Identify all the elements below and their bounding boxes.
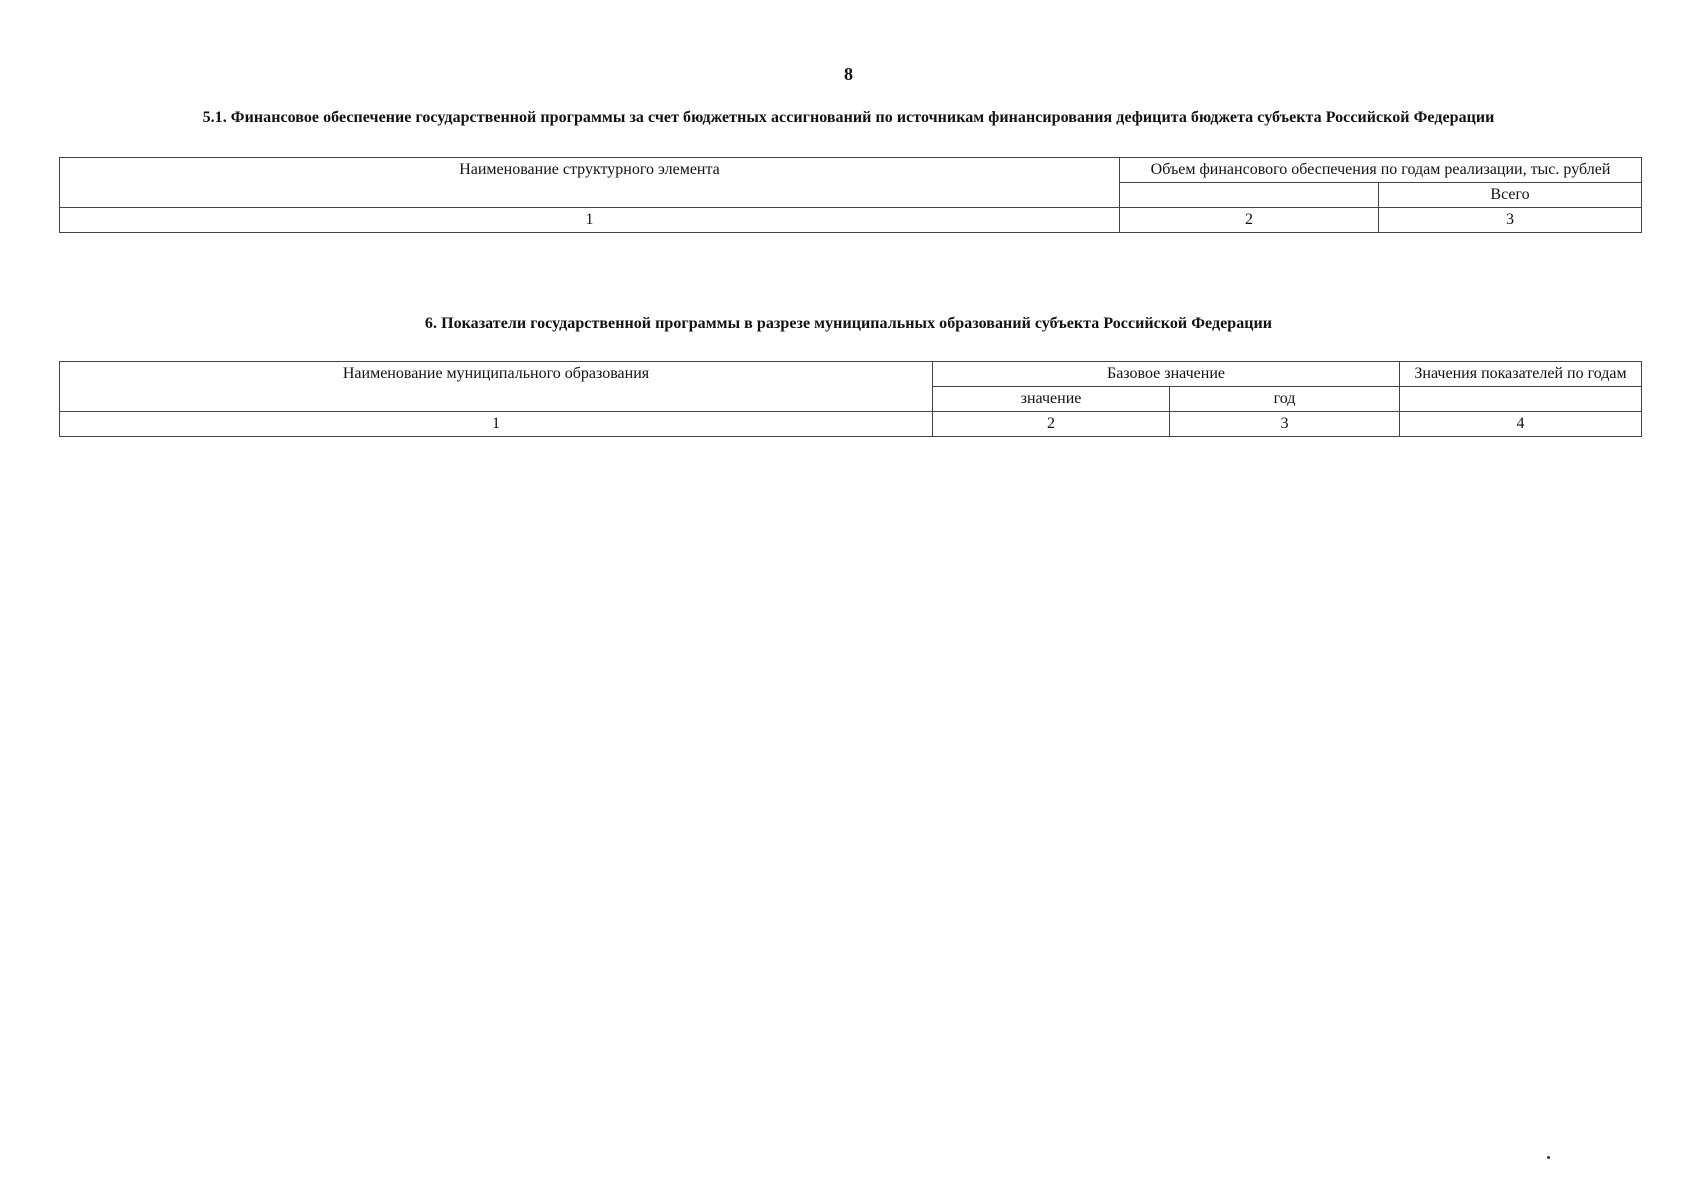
section-5-1-title: 5.1. Финансовое обеспечение государственной программы за счет бюджетных ассигнований по источникам финансирования дефицита бюджета субъекта Российской Федерации — [202, 109, 1495, 126]
indicators-table — [59, 361, 1642, 437]
structural-element-header: Наименование структурного элемента — [60, 158, 1120, 208]
year-header: год — [1170, 387, 1400, 412]
table-number-row — [60, 208, 1642, 233]
column-number: 4 — [1400, 412, 1642, 437]
year-header-empty — [1400, 387, 1642, 412]
year-header-empty — [1120, 183, 1379, 208]
column-number: 1 — [60, 412, 933, 437]
column-number: 2 — [1120, 208, 1379, 233]
indicator-values-header: Значения показателей по годам — [1400, 362, 1642, 387]
column-number: 1 — [60, 208, 1120, 233]
column-number: 3 — [1170, 412, 1400, 437]
municipality-header: Наименование муниципального образования — [60, 362, 933, 412]
table-header-row — [60, 158, 1642, 183]
financing-volume-header: Объем финансового обеспечения по годам реализации, тыс. рублей — [1120, 158, 1642, 183]
page-number: 8 — [844, 64, 853, 84]
total-header: Всего — [1379, 183, 1642, 208]
base-value-header: Базовое значение — [933, 362, 1400, 387]
scan-artifact-dot — [1547, 1156, 1550, 1159]
column-number: 2 — [933, 412, 1170, 437]
section-6-title: 6. Показатели государственной программы в разрезе муниципальных образований субъекта Российской Федерации — [424, 315, 1273, 332]
column-number: 3 — [1379, 208, 1642, 233]
table-header-row — [60, 362, 1642, 387]
value-header: значение — [933, 387, 1170, 412]
financing-table — [59, 157, 1642, 233]
table-number-row — [60, 412, 1642, 437]
